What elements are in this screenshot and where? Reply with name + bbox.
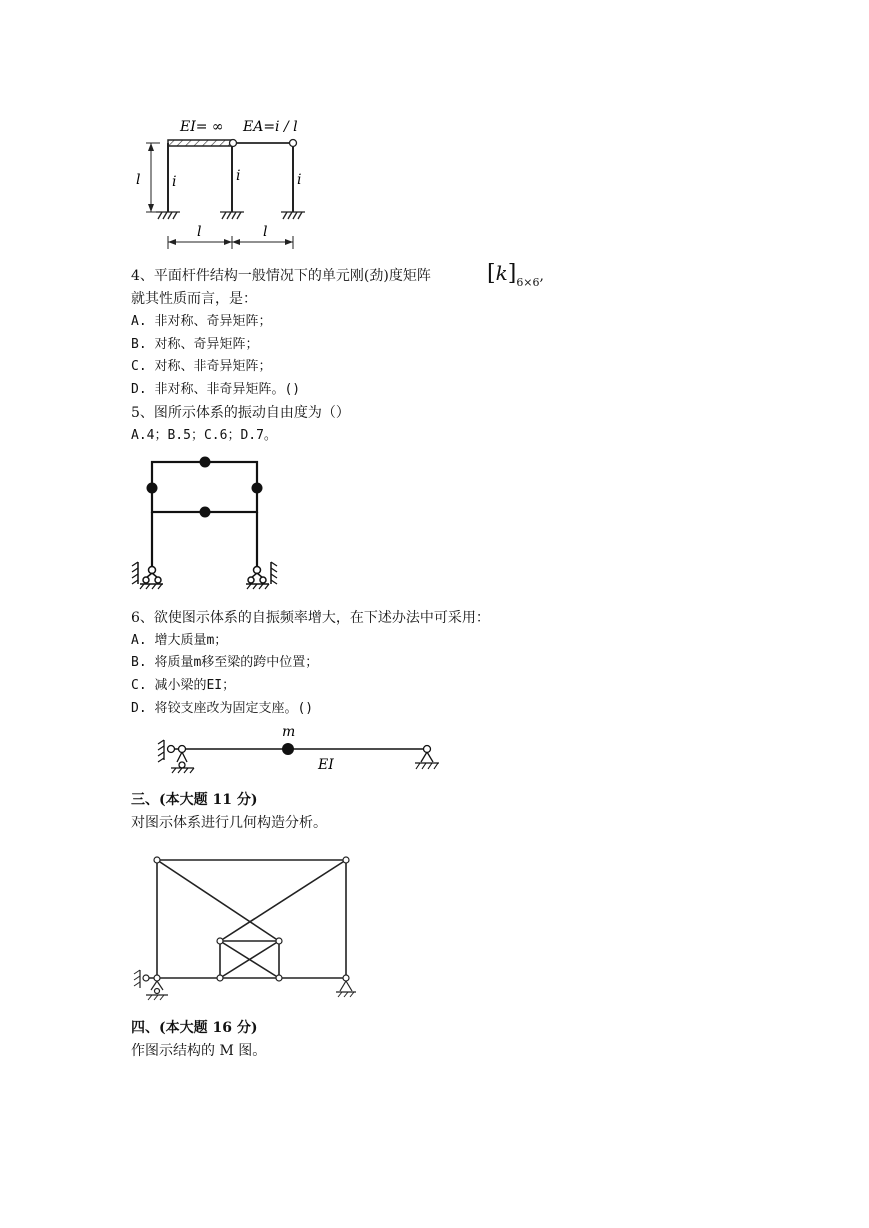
label-l-bottom-1: l (197, 224, 202, 240)
label-i-2: i (236, 168, 241, 184)
q5-stem: 5、图所示体系的振动自由度为（） (131, 405, 350, 421)
q4-stem: 4、平面杆件结构一般情况下的单元刚(劲)度矩阵 (131, 268, 431, 284)
label-i-3: i (297, 172, 302, 188)
sec3-title: 三、(本大题 11 分) (131, 792, 258, 808)
label-ei-beam: EI (318, 757, 334, 773)
q6-option-a: A. 增大质量m； (131, 633, 228, 648)
q6-option-b: B. 将质量m移至梁的跨中位置； (131, 655, 319, 670)
q5-options: A.4；B.5；C.6；D.7。 (131, 428, 277, 443)
label-l-vertical: l (136, 172, 141, 188)
label-ea: EA=i / l (243, 119, 298, 135)
q6-stem: 6、欲使图示体系的自振频率增大，在下述办法中可采用： (131, 610, 490, 626)
q4-option-c: C. 对称、非奇异矩阵； (131, 359, 272, 374)
q4-option-d: D. 非对称、非奇异矩阵。() (131, 382, 301, 397)
sec3-text: 对图示体系进行几何构造分析。 (131, 815, 327, 831)
sec4-text: 作图示结构的 M 图。 (131, 1043, 267, 1059)
q4-stem-2: 就其性质而言，是： (131, 291, 257, 307)
label-l-bottom-2: l (263, 224, 268, 240)
q6-option-d: D. 将铰支座改为固定支座。() (131, 701, 314, 716)
label-ei: EI= ∞ (180, 119, 224, 135)
q6-option-c: C. 减小梁的EI； (131, 678, 236, 693)
label-i-1: i (172, 174, 177, 190)
stiffness-matrix-symbol: $[k]_{6\times 6}$, (487, 261, 544, 289)
sec4-title: 四、(本大题 16 分) (131, 1020, 258, 1036)
label-m: m (282, 724, 296, 740)
q4-option-b: B. 对称、奇异矩阵； (131, 337, 259, 352)
q4-option-a: A. 非对称、奇异矩阵； (131, 314, 272, 329)
